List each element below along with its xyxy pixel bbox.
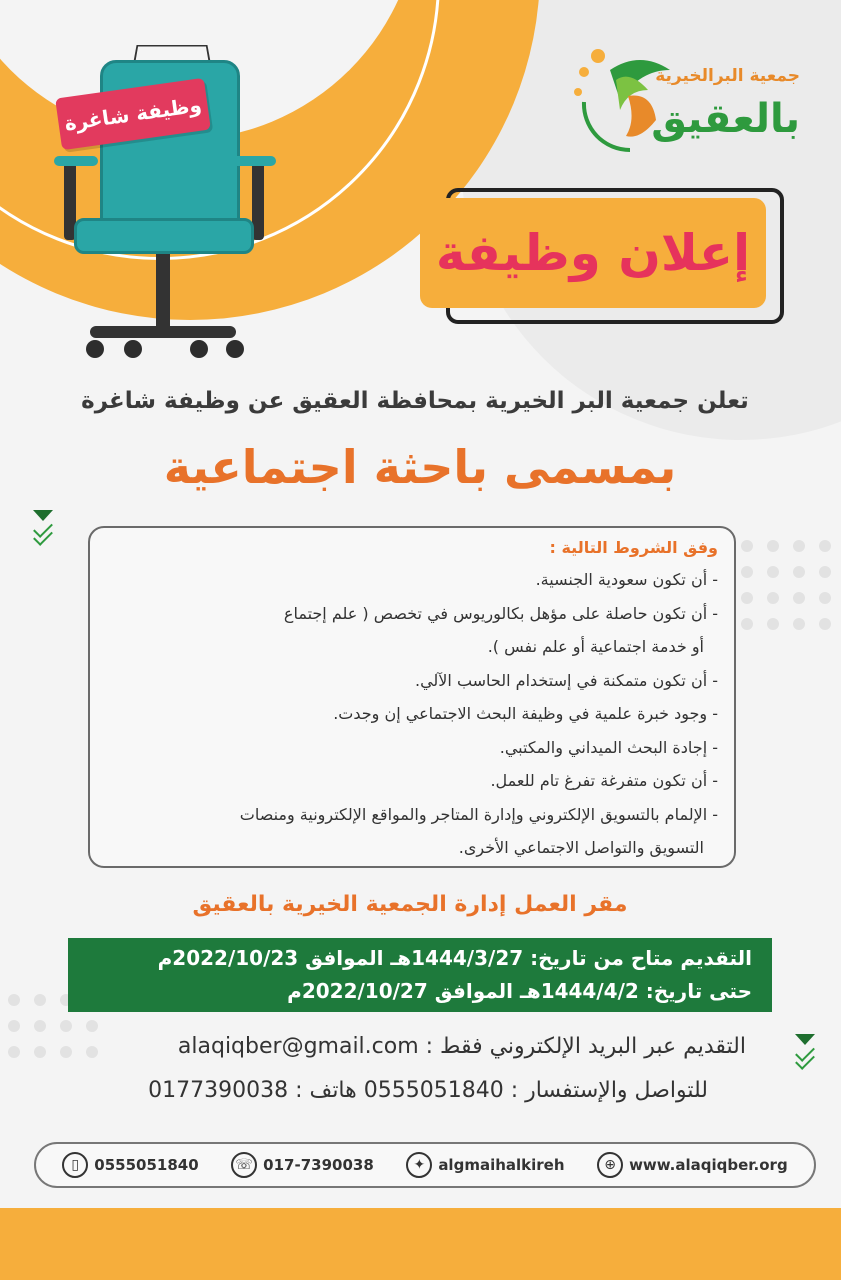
intro-text: تعلن جمعية البر الخيرية بمحافظة العقيق عن وظيفة شاغرة — [81, 388, 749, 414]
mobile-icon: ▯ — [62, 1152, 88, 1178]
condition-item: - أن تكون سعودية الجنسية. — [535, 570, 718, 589]
application-dates-banner — [68, 938, 772, 1012]
dates-from: التقديم متاح من تاريخ: 1444/3/27هـ الموافق 2022/10/23م — [157, 946, 752, 970]
mobile-text: 0555051840 — [94, 1156, 199, 1174]
headline-job-announcement: إعلان وظيفة — [420, 198, 766, 308]
role-title: بمسمى باحثة اجتماعية — [163, 440, 677, 494]
condition-item: - الإلمام بالتسويق الإلكتروني وإدارة المتاجر والمواقع الإلكترونية ومنصات — [239, 804, 718, 824]
condition-item: أو خدمة اجتماعية أو علم نفس ). — [487, 637, 704, 656]
contact-twitter[interactable] — [406, 1152, 564, 1178]
twitter-icon: ✦ — [406, 1152, 432, 1178]
workplace-text: مقر العمل إدارة الجمعية الخيرية بالعقيق — [192, 892, 628, 917]
logo-subtitle: جمعية البرالخيرية — [655, 66, 800, 86]
website-text: www.alaqiqber.org — [629, 1156, 788, 1174]
conditions-heading: وفق الشروط التالية : — [549, 538, 718, 557]
globe-icon: ⊕ — [597, 1152, 623, 1178]
chevron-down-icon — [794, 1034, 816, 1065]
contact-phone[interactable] — [231, 1152, 374, 1178]
dots-decoration-right — [741, 540, 831, 630]
chevron-down-icon — [32, 510, 54, 541]
condition-item: - وجود خبرة علمية في وظيفة البحث الاجتماعي إن وجدت. — [333, 704, 718, 723]
contact-website[interactable] — [597, 1152, 788, 1178]
twitter-handle: algmaihalkireh — [438, 1156, 565, 1174]
apply-phone-line: للتواصل والإستفسار : 0555051840 هاتف : 0177390038 — [148, 1078, 708, 1103]
phone-text: 017-7390038 — [263, 1156, 374, 1174]
vacancy-tag: وظيفة شاغرة — [55, 78, 211, 150]
dates-until: حتى تاريخ: 1444/4/2هـ الموافق 2022/10/27م — [287, 979, 752, 1003]
condition-item: التسويق والتواصل الاجتماعي الأخرى. — [458, 838, 704, 857]
conditions-box — [88, 526, 736, 868]
logo-title: بالعقيق — [651, 96, 800, 142]
conditions-list — [106, 563, 718, 865]
contact-mobile[interactable] — [62, 1152, 198, 1178]
organization-logo — [560, 40, 820, 170]
apply-email-line: التقديم عبر البريد الإلكتروني فقط : alaqiqber@gmail.com — [177, 1034, 746, 1059]
contact-bar — [34, 1142, 816, 1188]
phone-icon: ☏ — [231, 1152, 257, 1178]
footer-band — [0, 1208, 841, 1280]
condition-item: - أن تكون متمكنة في إستخدام الحاسب الآلي. — [414, 670, 718, 690]
condition-item: - أن تكون متفرغة تفرغ تام للعمل. — [490, 771, 718, 790]
condition-item: - إجادة البحث الميداني والمكتبي. — [499, 737, 718, 757]
condition-item: - أن تكون حاصلة على مؤهل بكالوريوس في تخصص ( علم إجتماع — [283, 603, 718, 623]
